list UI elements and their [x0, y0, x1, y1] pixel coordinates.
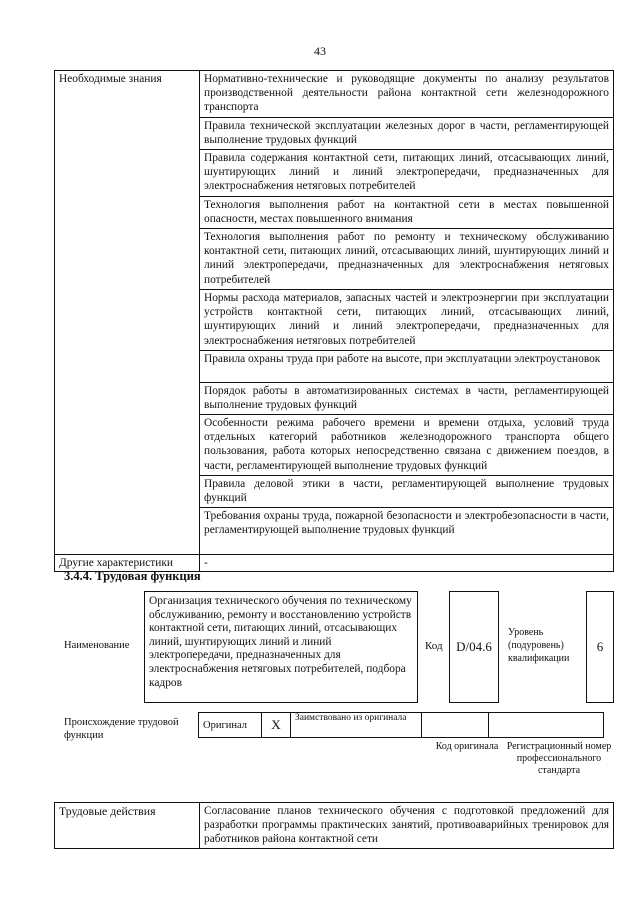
other-characteristics-value: -: [200, 555, 614, 572]
actions-header: Трудовые действия: [55, 803, 200, 849]
name-label: Наименование: [64, 640, 130, 651]
reg-number-caption: Регистрационный номер профессионального стандарта: [506, 741, 612, 776]
code-original-cell: [422, 713, 489, 738]
qualification-level: 6: [586, 591, 614, 703]
function-name: Организация технического обучения по техническому обслуживанию, ремонту и восстановлению устройств контактной сети, питающих линий, отсасывающих линий, шунтирующих линий и линий электропередачи, предназначенных для электроснабжения нетяговых потребителей, подбора кадров: [144, 591, 418, 703]
knowledge-item: Правила деловой этики в части, регламентирующей выполнение трудовых функций: [200, 476, 614, 508]
knowledge-item: Технология выполнения работ на контактной сети в местах повышенной опасности, местах повышенного внимания: [200, 197, 614, 229]
knowledge-item: Технология выполнения работ по ремонту и техническому обслуживанию контактной сети, питающих линий, отсасывающих линий, шунтирующих линий и линий электропередачи, предназначенных для электроснабжения нетяговых потребителей: [200, 229, 614, 290]
knowledge-item: Требования охраны труда, пожарной безопасности и электробезопасности в части, регламентирующей выполнение трудовых функций: [200, 508, 614, 555]
action-item: Согласование планов технического обучения с подготовкой предложений для разработки программы практических занятий, противоаварийных тренировок для работников района контактной сети: [200, 803, 614, 849]
knowledge-item: Правила содержания контактной сети, питающих линий, отсасывающих линий, шунтирующих линий и линий электропередачи, предназначенных для электроснабжения нетяговых потребителей: [200, 150, 614, 197]
knowledge-item: Нормы расхода материалов, запасных частей и электроэнергии при эксплуатации устройств контактной сети, питающих линий, отсасывающих линий, шунтирующих линий и линий электропередачи, предназначенных для электроснабжения нетяговых потребителей: [200, 290, 614, 351]
actions-table: [54, 802, 614, 849]
other-characteristics-header: Другие характеристики: [55, 555, 200, 572]
level-label: Уровень (подуровень) квалификации: [508, 627, 570, 664]
origin-label: Происхождение трудовой функции: [64, 717, 179, 741]
knowledge-header: Необходимые знания: [55, 71, 200, 555]
reg-number-cell: [489, 713, 604, 738]
knowledge-item: Особенности режима рабочего времени и времени отдыха, условий труда отдельных категорий работников железнодорожного транспорта общего пользования, работа которых непосредственно связана с движением поездов, в части, регламентирующей выполнение трудовых функций: [200, 415, 614, 476]
knowledge-item: Порядок работы в автоматизированных системах в части, регламентирующей выполнение трудовых функций: [200, 383, 614, 415]
page-number: 43: [314, 44, 326, 58]
borrowed-label: Заимствовано из оригинала: [291, 713, 422, 738]
section-title: 3.4.4. Трудовая функция: [64, 569, 201, 583]
original-label: Оригинал: [199, 713, 262, 738]
knowledge-item: Нормативно-технические и руководящие документы по анализу результатов производственной деятельности района контактной сети железнодорожного транспорта: [200, 71, 614, 118]
knowledge-table: [54, 70, 614, 572]
knowledge-item: Правила охраны труда при работе на высоте, при эксплуатации электроустановок: [200, 351, 614, 383]
knowledge-item: Правила технической эксплуатации железных дорог в части, регламентирующей выполнение трудовых функций: [200, 118, 614, 150]
code-original-caption: Код оригинала: [435, 741, 499, 752]
code-label: Код: [425, 640, 443, 652]
original-mark: X: [262, 713, 291, 738]
function-code: D/04.6: [449, 591, 499, 703]
origin-table: [198, 712, 604, 738]
